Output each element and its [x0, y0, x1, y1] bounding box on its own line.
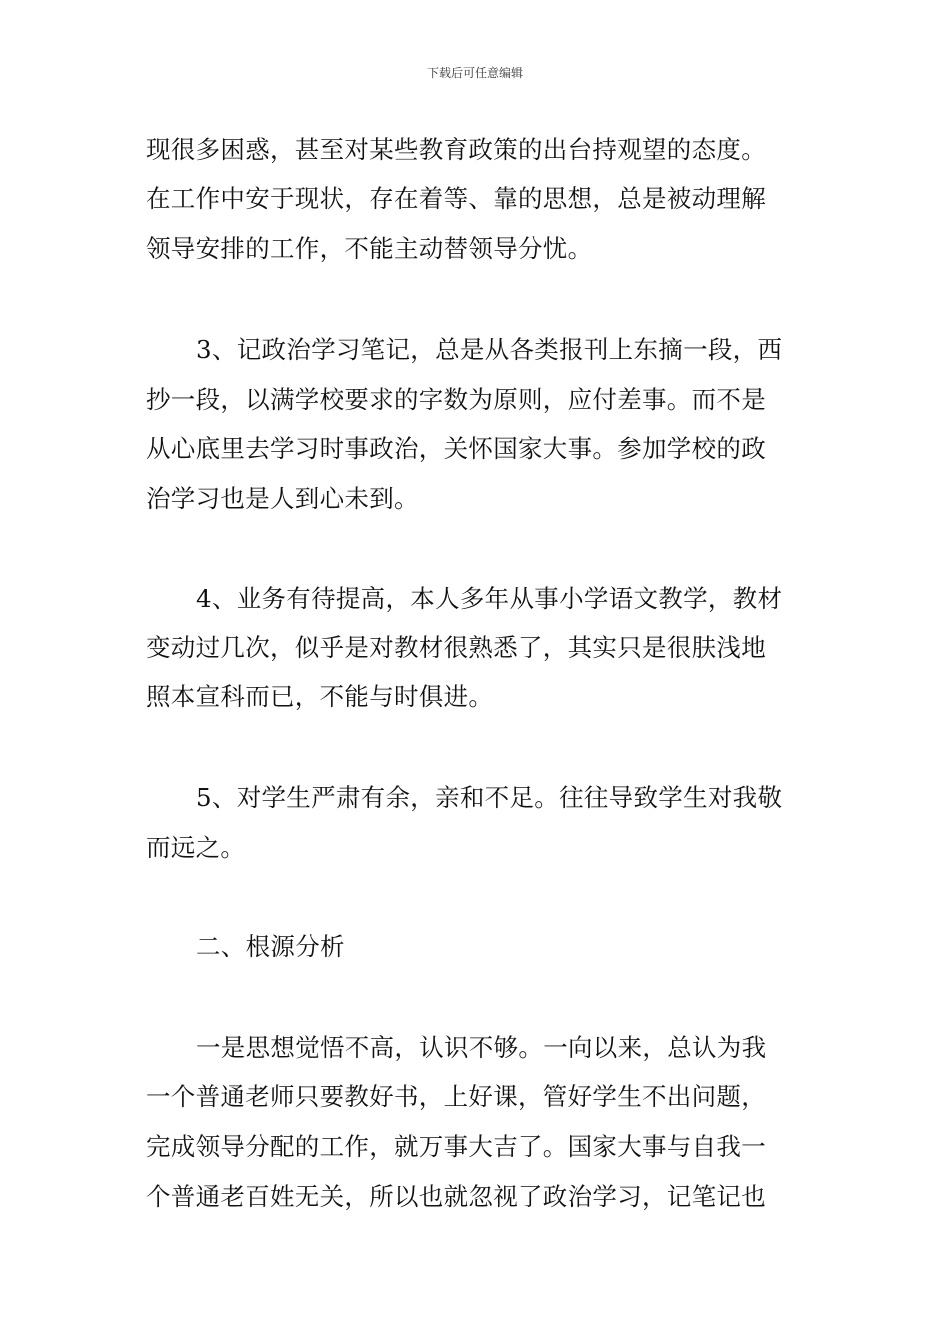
text-line: 个普通老百姓无关，所以也就忽视了政治学习，记笔记也 — [146, 1182, 766, 1211]
text-line: 5、对学生严肃有余，亲和不足。往往导致学生对我敬 — [196, 783, 783, 812]
page-header: 下载后可任意编辑 — [426, 66, 523, 80]
section-heading-text: 二、根源分析 — [196, 932, 345, 961]
text-line: 一个普通老师只要教好书，上好课，管好学生不出问题， — [146, 1082, 766, 1111]
text-line: 而远之。 — [146, 833, 246, 862]
text-line: 抄一段，以满学校要求的字数为原则，应付差事。而不是 — [146, 385, 766, 414]
text-line: 领导安排的工作，不能主动替领导分忧。 — [146, 234, 593, 263]
text-line: 照本宣科而已，不能与时俱进。 — [146, 682, 494, 711]
text-line: 从心底里去学习时事政治，关怀国家大事。参加学校的政 — [146, 434, 766, 463]
text-line: 治学习也是人到心未到。 — [146, 484, 419, 513]
text-line: 3、记政治学习笔记，总是从各类报刊上东摘一段，西 — [196, 335, 783, 364]
text-line: 一是思想觉悟不高，认识不够。一向以来，总认为我 — [196, 1033, 767, 1062]
text-line: 现很多困惑，甚至对某些教育政策的出台持观望的态度。 — [146, 135, 766, 164]
text-line: 变动过几次，似乎是对教材很熟悉了，其实只是很肤浅地 — [146, 633, 766, 662]
text-line: 在工作中安于现状，存在着等、靠的思想，总是被动理解 — [146, 184, 766, 213]
text-line: 4、业务有待提高，本人多年从事小学语文教学，教材 — [196, 584, 783, 613]
text-line: 完成领导分配的工作，就万事大吉了。国家大事与自我一 — [146, 1132, 766, 1161]
